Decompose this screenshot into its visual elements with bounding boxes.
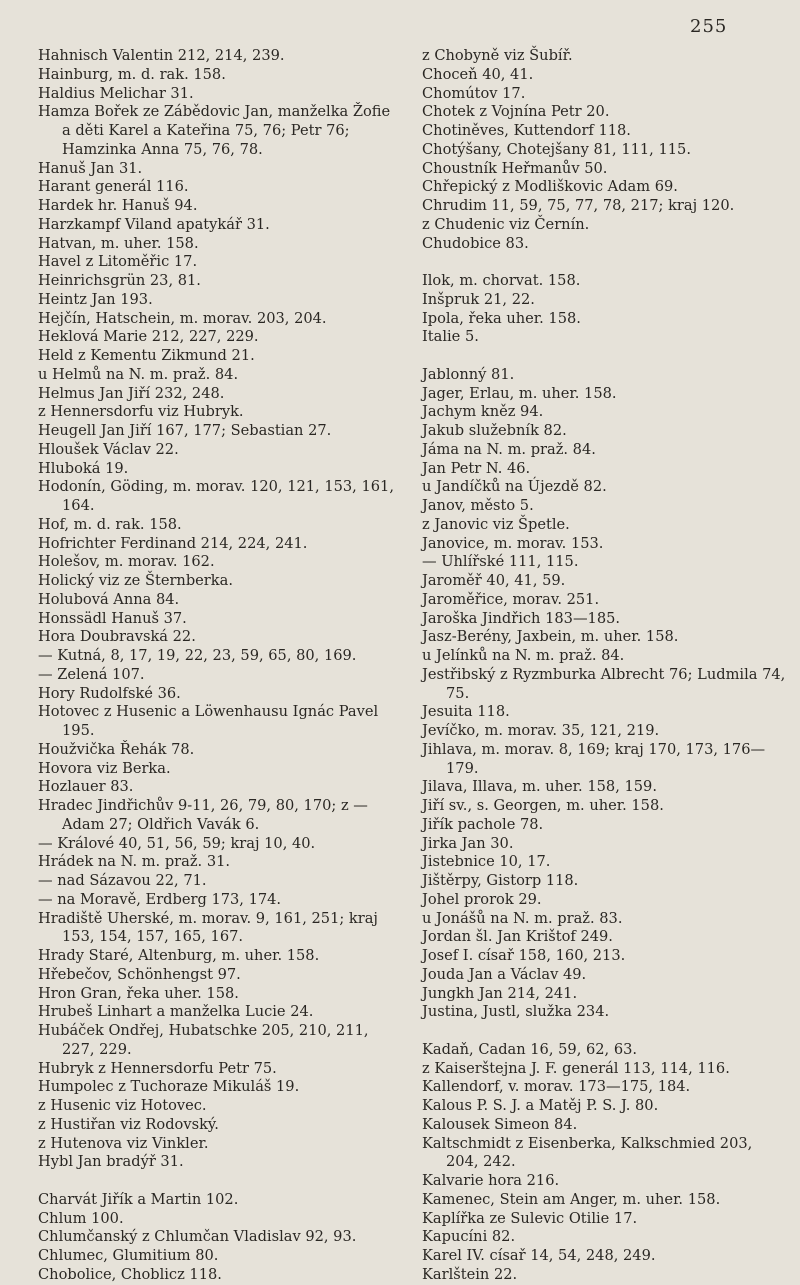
index-entry: Honssädl Hanuš 37.: [38, 609, 187, 627]
index-column-left: [38, 47, 398, 1285]
index-entry: Jordan šl. Jan Krištof 249.: [422, 928, 613, 946]
index-entry: Jesuita 118.: [422, 703, 510, 721]
index-entry: Kamenec, Stein am Anger, m. uher. 158.: [422, 1190, 721, 1208]
index-entry: Jestřibský z Ryzmburka Albrecht 76; Ludmila 74, 75.: [422, 665, 786, 702]
index-entry: Hory Rudolfské 36.: [38, 684, 181, 702]
index-entry: Chotiněves, Kuttendorf 118.: [422, 122, 631, 139]
index-entry: Chotýšany, Chotejšany 81, 111, 115.: [422, 140, 691, 158]
index-entry: u Jonášů na N. m. praž. 83.: [422, 909, 623, 927]
index-entry: Hubryk z Hennersdorfu Petr 75.: [38, 1059, 277, 1077]
index-entry: Karel IV. císař 14, 54, 248, 249.: [422, 1247, 656, 1264]
index-entry: Harant generál 116.: [38, 178, 189, 196]
section-gap: [422, 347, 788, 366]
index-entry: Ipola, řeka uher. 158.: [422, 309, 581, 327]
index-entry: Jištěrpy, Gistorp 118.: [422, 872, 579, 889]
index-entry: Kalous P. S. J. a Matěj P. S. J. 80.: [422, 1097, 659, 1114]
index-entry: Jan Petr N. 46.: [422, 459, 531, 477]
index-entry: Hrubeš Linhart a manželka Lucie 24.: [38, 1003, 314, 1021]
index-entry: Kalousek Simeon 84.: [422, 1115, 578, 1133]
index-entry: Chlum 100.: [38, 1209, 124, 1227]
index-entry: Jirka Jan 30.: [422, 834, 514, 852]
index-entry: Chobolice, Choblicz 118.: [38, 1265, 222, 1283]
index-entry: Hahnisch Valentin 212, 214, 239.: [38, 47, 285, 64]
index-entry: Heklová Marie 212, 227, 229.: [38, 328, 259, 346]
index-entry: Hybl Jan bradýř 31.: [38, 1153, 184, 1171]
index-entry: Humpolec z Tuchoraze Mikuláš 19.: [38, 1078, 300, 1096]
index-entry: Jevíčko, m. morav. 35, 121, 219.: [422, 722, 660, 739]
index-entry: Kapucíni 82.: [422, 1228, 516, 1246]
section-gap: [38, 1172, 398, 1191]
index-entry: Kallendorf, v. morav. 173—175, 184.: [422, 1078, 691, 1096]
index-entry: Hotovec z Husenic a Löwenhausu Ignác Pavel 195.: [38, 703, 379, 739]
index-entry: — Králové 40, 51, 56, 59; kraj 10, 40.: [38, 834, 316, 852]
index-entry: Justina, Justl, služka 234.: [422, 1003, 610, 1021]
index-entry: Hainburg, m. d. rak. 158.: [38, 65, 226, 83]
index-entry: z Chobyně viz Šubíř.: [422, 47, 573, 64]
index-entry: z Janovic viz Špetle.: [422, 515, 570, 533]
index-entry: Johel prorok 29.: [422, 890, 542, 908]
index-entry: Houžvička Řehák 78.: [38, 740, 195, 758]
index-entry: Hloušek Václav 22.: [38, 440, 179, 458]
index-entry: Jáma na N. m. praž. 84.: [422, 440, 596, 458]
index-entry: Chrudim 11, 59, 75, 77, 78, 217; kraj 120.: [422, 197, 735, 214]
index-entry: Chudobice 83.: [422, 234, 529, 252]
index-entry: Hubáček Ondřej, Hubatschke 205, 210, 211, 227, 229.: [38, 1022, 369, 1058]
index-entry: Jaroměřice, morav. 251.: [422, 590, 600, 608]
index-entry: Janov, město 5.: [422, 497, 534, 514]
index-entry: Chomútov 17.: [422, 84, 526, 102]
index-entry: Hozlauer 83.: [38, 778, 134, 796]
index-entry: Jager, Erlau, m. uher. 158.: [422, 384, 617, 402]
index-entry: Jouda Jan a Václav 49.: [422, 965, 587, 983]
index-entry: Jihlava, m. morav. 8, 169; kraj 170, 173, 176—179.: [422, 740, 766, 777]
index-entry: Hamza Bořek ze Zábědovic Jan, manželka Žofie a děti Karel a Kateřina 75, 76; Petr 76; Hamzinka Anna 75, 76, 78.: [38, 103, 391, 158]
index-entry: Inšpruk 21, 22.: [422, 290, 535, 308]
index-entry: Jasz-Berény, Jaxbein, m. uher. 158.: [422, 628, 679, 646]
index-entry: Jaroměř 40, 41, 59.: [422, 572, 566, 589]
index-entry: Hanuš Jan 31.: [38, 159, 143, 177]
index-entry: z Hennersdorfu viz Hubryk.: [38, 403, 244, 421]
index-entry: Hardek hr. Hanuš 94.: [38, 197, 198, 214]
index-entry: Jilava, Illava, m. uher. 158, 159.: [422, 778, 657, 796]
index-entry: Jiří sv., s. Georgen, m. uher. 158.: [422, 797, 664, 814]
index-entry: Janovice, m. morav. 153.: [422, 534, 604, 552]
index-entry: Hradiště Uherské, m. morav. 9, 161, 251; kraj 153, 154, 157, 165, 167.: [38, 909, 378, 946]
index-entry: Heugell Jan Jiří 167, 177; Sebastian 27.: [38, 422, 332, 439]
index-entry: Chlumčanský z Chlumčan Vladislav 92, 93.: [38, 1228, 357, 1246]
index-entry: z Husenic viz Hotovec.: [38, 1097, 207, 1114]
index-entry: Hofrichter Ferdinand 214, 224, 241.: [38, 534, 308, 552]
index-entry: Jablonný 81.: [422, 365, 515, 383]
index-entry: Jaroška Jindřich 183—185.: [422, 609, 621, 627]
index-entry: u Helmů na N. m. praž. 84.: [38, 365, 239, 383]
index-entry: Jakub služebník 82.: [422, 422, 567, 439]
index-entry: Hatvan, m. uher. 158.: [38, 234, 199, 252]
index-entry: Hron Gran, řeka uher. 158.: [38, 984, 239, 1002]
index-entry: Josef I. císař 158, 160, 213.: [422, 947, 626, 964]
index-entry: — Zelená 107.: [38, 665, 145, 683]
index-entry: Choustník Heřmanův 50.: [422, 159, 608, 177]
page-number: 255: [690, 16, 728, 37]
index-entry: Haldius Melichar 31.: [38, 84, 194, 102]
index-entry: — nad Sázavou 22, 71.: [38, 872, 207, 889]
index-entry: — Kutná, 8, 17, 19, 22, 23, 59, 65, 80, 169.: [38, 647, 357, 664]
index-entry: Hřebečov, Schönhengst 97.: [38, 965, 241, 983]
index-entry: Hodonín, Göding, m. morav. 120, 121, 153, 161, 164.: [38, 478, 394, 514]
index-entry: Jungkh Jan 214, 241.: [422, 984, 578, 1002]
index-entry: Karlštein 22.: [422, 1265, 518, 1283]
index-entry: z Hutenova viz Vinkler.: [38, 1134, 209, 1152]
index-entry: Kalvarie hora 216.: [422, 1172, 560, 1189]
index-entry: Chřepický z Modliškovic Adam 69.: [422, 178, 678, 196]
index-entry: Kadaň, Cadan 16, 59, 62, 63.: [422, 1040, 638, 1058]
index-entry: Chotek z Vojnína Petr 20.: [422, 103, 610, 121]
index-entry: Italie 5.: [422, 328, 479, 346]
index-entry: Hof, m. d. rak. 158.: [38, 515, 182, 533]
index-entry: z Kaiserštejna J. F. generál 113, 114, 116.: [422, 1059, 730, 1077]
index-entry: Kaltschmidt z Eisenberka, Kalkschmied 203, 204, 242.: [422, 1134, 753, 1171]
index-entry: Holešov, m. morav. 162.: [38, 553, 215, 571]
index-entry: — Uhlířské 111, 115.: [422, 553, 579, 571]
index-entry: Helmus Jan Jiří 232, 248.: [38, 384, 225, 402]
index-entry: Hradec Jindřichův 9-11, 26, 79, 80, 170; z — Adam 27; Oldřich Vavák 6.: [38, 797, 368, 833]
index-entry: Hluboká 19.: [38, 459, 129, 477]
index-entry: Heinrichsgrün 23, 81.: [38, 272, 201, 289]
section-gap: [422, 253, 788, 272]
index-entry: Ilok, m. chorvat. 158.: [422, 272, 581, 289]
index-entry: Jachym kněz 94.: [422, 403, 544, 421]
index-entry: z Chudenic viz Černín.: [422, 215, 590, 233]
index-entry: Kaplířka ze Sulevic Otilie 17.: [422, 1209, 638, 1227]
index-column-right: [422, 47, 788, 1285]
section-gap: [422, 1022, 788, 1041]
index-entry: Jistebnice 10, 17.: [422, 853, 551, 871]
index-entry: Holický viz ze Šternberka.: [38, 572, 233, 589]
index-entry: Hejčín, Hatschein, m. morav. 203, 204.: [38, 309, 327, 327]
index-entry: Choceň 40, 41.: [422, 65, 534, 83]
index-entry: Hrádek na N. m. praž. 31.: [38, 853, 231, 871]
index-entry: — na Moravě, Erdberg 173, 174.: [38, 890, 282, 908]
index-entry: Chlumec, Glumitium 80.: [38, 1247, 219, 1264]
index-entry: Heintz Jan 193.: [38, 290, 153, 308]
index-entry: u Jelínků na N. m. praž. 84.: [422, 647, 625, 664]
index-entry: u Jandíčků na Újezdě 82.: [422, 478, 607, 496]
index-entry: Hora Doubravská 22.: [38, 628, 196, 646]
index-entry: Harzkampf Viland apatykář 31.: [38, 215, 270, 233]
index-entry: Hrady Staré, Altenburg, m. uher. 158.: [38, 947, 320, 964]
index-entry: Charvát Jiřík a Martin 102.: [38, 1190, 239, 1208]
index-entry: z Hustiřan viz Rodovský.: [38, 1115, 219, 1133]
index-entry: Havel z Litoměřic 17.: [38, 253, 198, 271]
index-entry: Jiřík pachole 78.: [422, 815, 544, 833]
index-entry: Hovora viz Berka.: [38, 759, 171, 777]
index-entry: Held z Kementu Zikmund 21.: [38, 347, 255, 364]
index-entry: Holubová Anna 84.: [38, 590, 180, 608]
